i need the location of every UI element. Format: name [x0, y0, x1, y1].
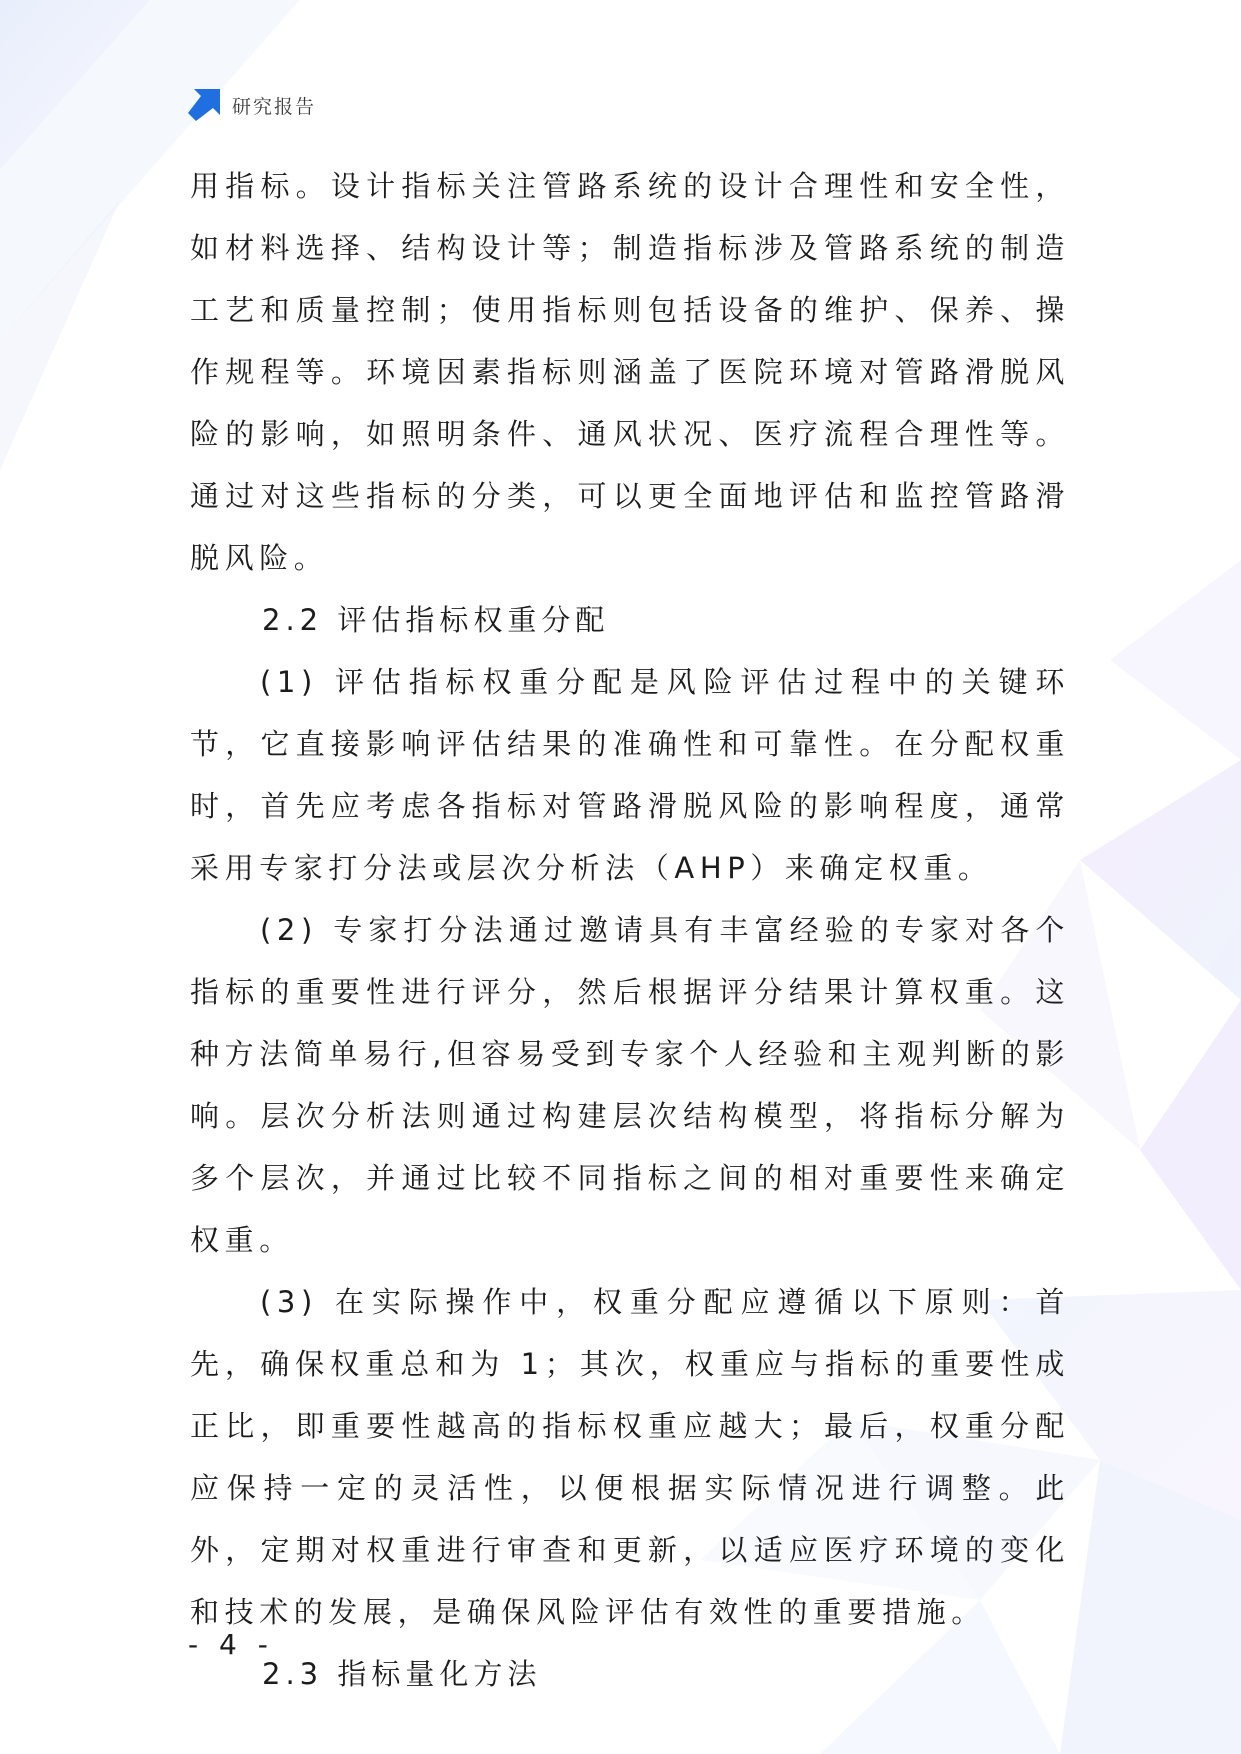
arrow-up-right-icon — [188, 89, 220, 121]
section-heading-2-3: 2.3 指标量化方法 — [262, 1657, 542, 1691]
paragraph-indicator-classification: 用指标。设计指标关注管路系统的设计合理性和安全性，如材料选择、结构设计等；制造指标涉及管路系统的制造工艺和质量控制；使用指标则包括设备的维护、保养、操作规程等。环境因素指标则涵盖了医院环境对管路滑脱风险的影响，如照明条件、通风状况、医疗流程合理性等。通过对这些指标的分类，可以更全面地评估和监控管路滑脱风险。 — [190, 169, 1070, 575]
document-body — [190, 155, 1070, 1705]
section-heading-2-2: 2.2 评估指标权重分配 — [262, 603, 610, 637]
report-header — [188, 88, 316, 122]
paragraph-weight-3: (3) 在实际操作中，权重分配应遵循以下原则：首先，确保权重总和为 1；其次，权重应与指标的重要性成正比，即重要性越高的指标权重应越大；最后，权重分配应保持一定的灵活性，以便根据实际情况进行调整。此外，定期对权重进行审查和更新，以适应医疗环境的变化和技术的发展，是确保风险评估有效性的重要措施。 — [190, 1285, 1070, 1629]
page-number: - 4 - — [188, 1628, 274, 1661]
paragraph-weight-2: (2) 专家打分法通过邀请具有丰富经验的专家对各个指标的重要性进行评分，然后根据评分结果计算权重。这种方法简单易行,但容易受到专家个人经验和主观判断的影响。层次分析法则通过构建层次结构模型，将指标分解为多个层次，并通过比较不同指标之间的相对重要性来确定权重。 — [190, 913, 1070, 1257]
paragraph-weight-1: (1) 评估指标权重分配是风险评估过程中的关键环节，它直接影响评估结果的准确性和可靠性。在分配权重时，首先应考虑各指标对管路滑脱风险的影响程度，通常采用专家打分法或层次分析法（AHP）来确定权重。 — [190, 665, 1070, 885]
header-title: 研究报告 — [232, 95, 317, 118]
